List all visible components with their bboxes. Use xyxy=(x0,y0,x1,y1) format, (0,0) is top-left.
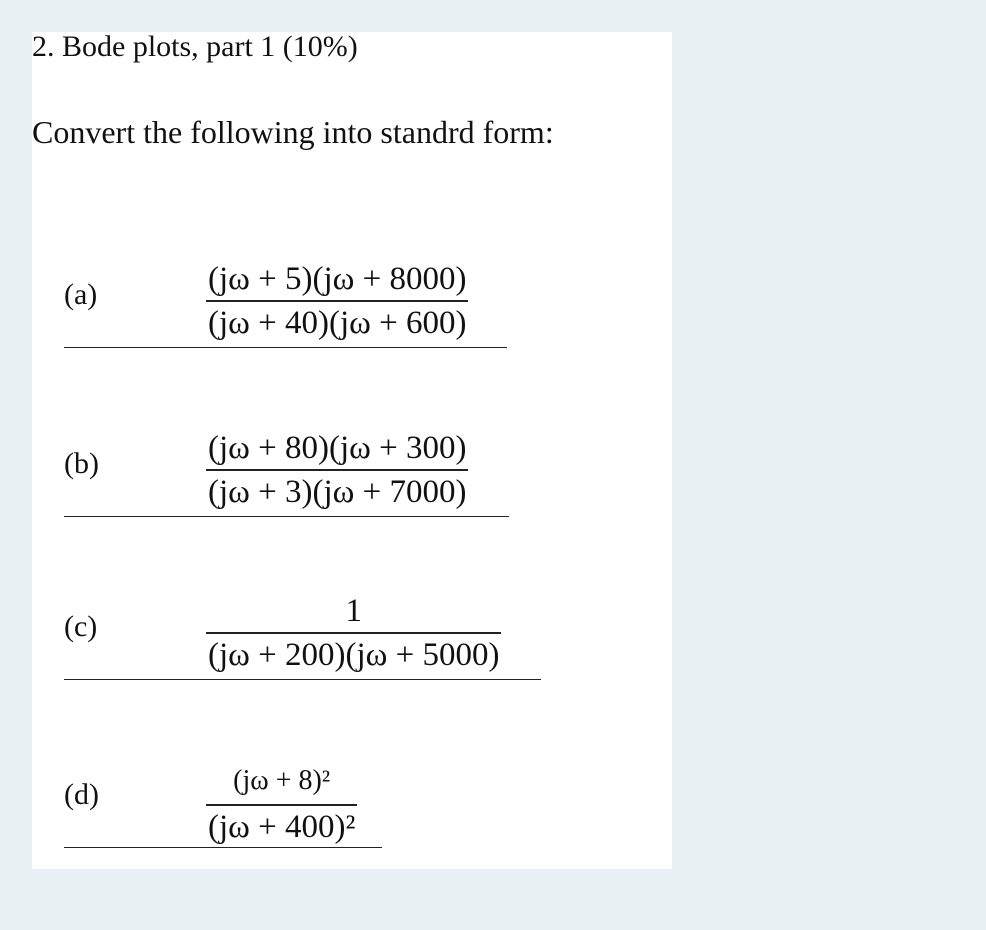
problem-label: (a) xyxy=(64,278,98,311)
fraction-bar xyxy=(206,300,468,302)
question-card xyxy=(32,32,672,869)
fraction-numerator: (jω + 5)(jω + 8000) xyxy=(208,261,467,297)
fraction xyxy=(206,429,468,511)
fraction xyxy=(206,260,468,342)
fraction-denominator: (jω + 40)(jω + 600) xyxy=(208,304,467,341)
problem-d xyxy=(64,760,382,848)
problem-a xyxy=(64,260,507,348)
problem-b xyxy=(64,429,509,517)
problem-c xyxy=(64,592,541,680)
problem-label: (c) xyxy=(64,610,98,643)
fraction xyxy=(206,592,501,674)
fraction-bar xyxy=(206,632,501,634)
fraction-bar xyxy=(206,804,357,806)
fraction-numerator: 1 xyxy=(345,593,362,629)
fraction-numerator: (jω + 80)(jω + 300) xyxy=(208,430,467,466)
problem-label: (d) xyxy=(64,778,99,811)
fraction-denominator: (jω + 3)(jω + 7000) xyxy=(208,473,467,510)
fraction-numerator: (jω + 8)² xyxy=(233,765,331,796)
question-instruction: Convert the following into standrd form: xyxy=(32,114,554,150)
fraction xyxy=(206,760,357,846)
fraction-denominator: (jω + 200)(jω + 5000) xyxy=(208,636,500,673)
fraction-denominator: (jω + 400)² xyxy=(208,808,356,845)
fraction-bar xyxy=(206,469,468,471)
problem-label: (b) xyxy=(64,447,99,480)
question-title: 2. Bode plots, part 1 (10%) xyxy=(32,30,358,63)
